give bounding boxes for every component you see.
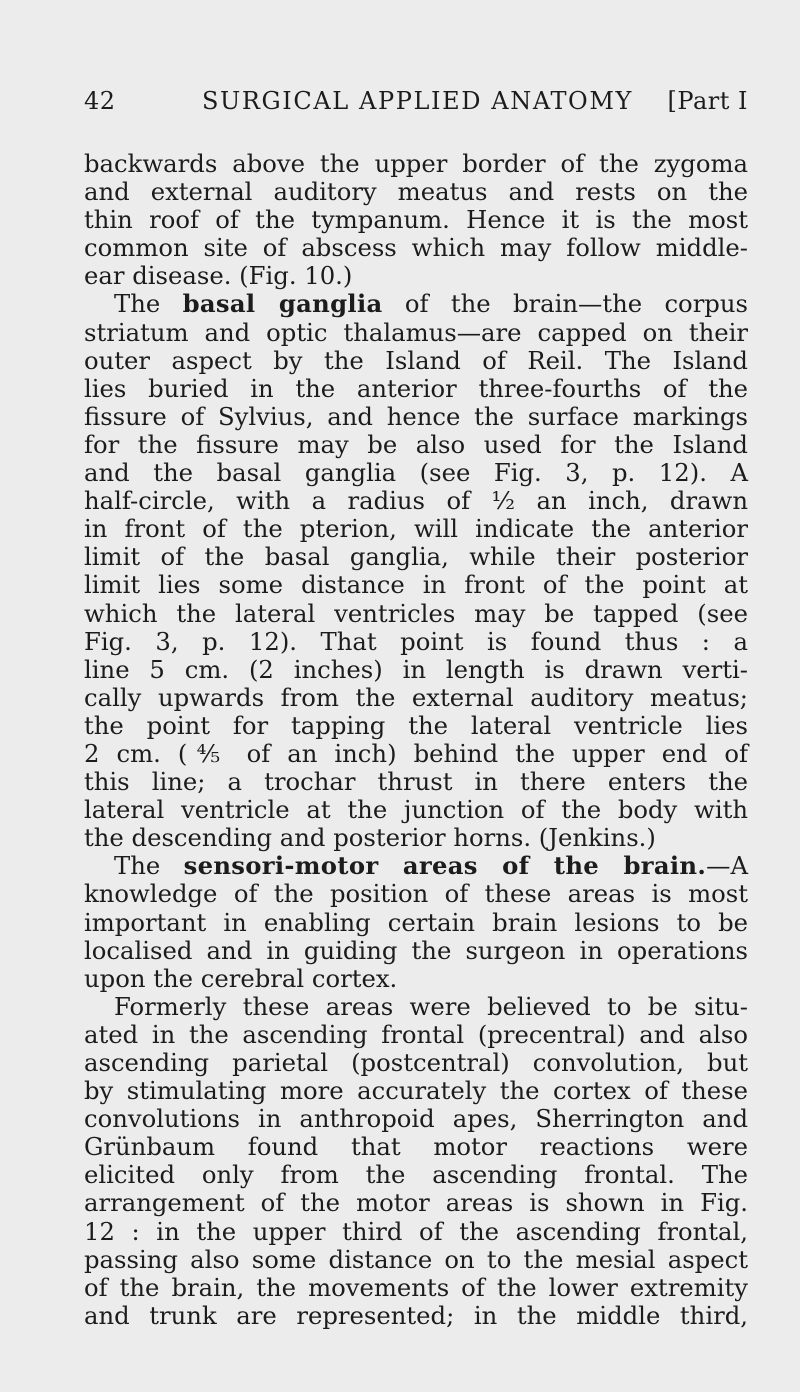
text-line: Fig. 3, p. 12). That point is found thus : a [84,626,748,656]
text-line: lateral ventricle at the junction of the body with [84,795,748,825]
text-line: ated in the ascending frontal (precentral) and also [84,1019,748,1049]
text-line: the point for tapping the lateral ventricle lies [84,710,748,740]
text-line: Formerly these areas were believed to be situ- [114,991,748,1021]
text-line: 2 cm. (⅘ of an inch) behind the upper end of [84,738,748,768]
text-line: ear disease. (Fig. 10.) [84,261,353,291]
text-line [84,290,748,318]
section-heading: sensori-motor areas of the brain. [183,851,707,881]
text-line: knowledge of the position of these areas is most [84,879,748,909]
text-line: outer aspect by the Island of Reil. The Island [84,345,748,375]
line-tail: of the brain—the corpus [382,289,748,319]
line-lead: The [114,851,184,881]
body-text [84,150,748,1330]
text-line: ascending parietal (postcentral) convolution, but [84,1048,748,1077]
text-line: lies buried in the anterior three-fourths of the [84,373,748,403]
text-line: 12 : in the upper third of the ascending frontal, [84,1216,748,1246]
text-line: which the lateral ventricles may be tapped (see [84,598,748,628]
part-label: [Part I [667,87,748,115]
text-line: half-circle, with a radius of ½ an inch, drawn [84,486,748,516]
text-line: upon the cerebral cortex. [84,963,398,993]
text-line: and external auditory meatus and rests on the [84,177,748,207]
text-line: the descending and posterior horns. (Jenkins.) [84,823,656,853]
text-line: striatum and optic thalamus—are capped on their [84,317,748,347]
running-head [84,86,748,116]
line-tail: —A [706,851,748,881]
text-line: localised and in guiding the surgeon in operations [84,935,748,965]
running-title: SURGICAL APPLIED ANATOMY [202,87,633,115]
text-line [84,852,748,880]
text-line: elicited only from the ascending frontal. The [84,1160,748,1190]
text-line: by stimulating more accurately the cortex of these [84,1076,748,1106]
text-line: thin roof of the tympanum. Hence it is the most [84,205,748,235]
page-number: 42 [84,87,116,115]
text-line: line 5 cm. (2 inches) in length is drawn verti- [84,654,748,684]
text-line: of the brain, the movements of the lower extremity [84,1272,748,1302]
text-line: limit lies some distance in front of the point at [84,570,748,600]
text-line: important in enabling certain brain lesions to be [84,907,748,937]
text-line: convolutions in anthropoid apes, Sherrington and [84,1104,748,1134]
text-line: backwards above the upper border of the zygoma [84,149,748,178]
text-line: in front of the pterion, will indicate the anterior [84,514,748,544]
text-line: passing also some distance on to the mesial aspect [84,1244,748,1274]
text-line: this line; a trochar thrust in there enters the [84,767,748,797]
text-line: common site of abscess which may follow middle- [84,233,748,263]
text-line: and trunk are represented; in the middle third, [84,1300,748,1330]
line-lead: The [114,289,183,319]
text-line: for the fissure may be also used for the Island [84,429,748,459]
text-line: arrangement of the motor areas is shown in Fig. [84,1188,748,1218]
text-line: Grünbaum found that motor reactions were [84,1132,748,1162]
text-line: limit of the basal ganglia, while their posterior [84,542,748,572]
text-line: and the basal ganglia (see Fig. 3, p. 12). A [84,458,748,488]
text-line: cally upwards from the external auditory meatus; [84,682,748,712]
text-line: fissure of Sylvius, and hence the surface markings [84,401,748,431]
section-heading: basal ganglia [182,289,383,319]
